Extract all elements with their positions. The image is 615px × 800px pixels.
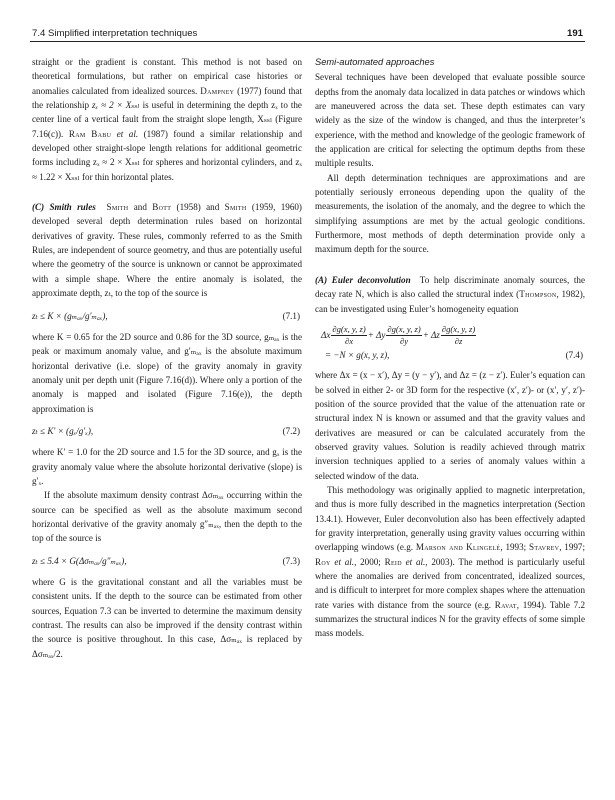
heading-semi-automated: Semi-automated approaches <box>315 57 435 67</box>
left-column <box>32 55 302 661</box>
citation-ram-babu: Ram Babu <box>68 128 112 139</box>
paragraph-after-7-3: where G is the gravitational constant and all the variables must be consistent units. If the depth to the source can be estimated from other sources, Equation 7.3 can be inverted to determine the maximum density contrast. The results can also be improved if the density contrast within the source is positive throughout. In this case, Δσₘₐₓ is replaced by Δσₘₐₓ/2. <box>32 577 302 659</box>
paragraph-smith-rules: (C) Smith rules Smith and Bott (1958) and Smith (1959, 1960) developed several depth determination rules based on horizontal derivatives of gravity. These rules, commonly referred to as the Smith Rules, are independent of source geometry, and thus are potentially useful where the geometry of the source is unknown or cannot be approximated with a simple shape. Where the entire anomaly is isolated, the approximate depth, zₜ, to the top of the source is <box>32 202 302 299</box>
paragraph-after-7-4: where Δx = (x − x′), Δy = (y − y′), and Δz = (z − z′). Euler’s equation can be solved in either 2- or 3D form for the respective (x′, z′)- or (x′, y′, z′)-position of the source provided that the value of the attenuation rate or structural index N is known or assumed and that the gravity values and derivatives are measured or can be calculated accurately from the observed gravity values. Solution is readily achieved through matrix inversion techniques applied to a series of anomaly values within a selected window of the data. <box>315 370 585 481</box>
paragraph-semi-automated-2: All depth determination techniques are approximations and are potentially seriously erroneous depending upon the quality of the measurements, the isolation of the anomaly, and the degree to which the simplifying assumptions are met by the actual geologic conditions. Furthermore, most methods of depth determination provide only a maximum depth for the source. <box>315 172 585 255</box>
running-header <box>30 28 585 42</box>
paragraph-density-contrast: If the absolute maximum density contrast Δσₘₐₓ occurring within the source can be specified as well as the absolute maximum second horizontal derivative of the gravity anomaly g″ₘₐₓ, then the depth to the top of the source is <box>32 490 302 544</box>
equation-7-4: Δx $\frac{\partial g(x, y, z)}{\partial x}$ + Δy $\frac{\partial g(x, y, z)}{\partial y}$ + Δz $\frac{\partial g(x, y, z)}{\partial z}$ = −N × g(x, y, z), (7.4) <box>321 323 583 360</box>
heading-euler-deconvolution: (A) Euler deconvolution <box>315 274 411 285</box>
right-column <box>315 55 585 641</box>
citation-dampney: Dampney <box>200 85 235 96</box>
paragraph-after-7-2: where K′ = 1.0 for the 2D source and 1.5 for the 3D source, and gₓ is the gravity anomaly value where the absolute horizontal derivative (slope) is g′ₓ. <box>32 447 302 486</box>
page-number: 191 <box>566 28 583 39</box>
paragraph-euler-intro: (A) Euler deconvolution To help discriminate anomaly sources, the decay rate N, which is also called the structural index (Thompson, 1982), can be investigated using Euler’s homogeneity equation <box>315 274 585 314</box>
equation-7-3: zₜ ≤ 5.4 × G(Δσₘₐₓ/g″ₘₐₓ), (7.3) <box>32 555 300 566</box>
paragraph-semi-automated-1: Several techniques have been developed that evaluate possible source depths from the anomaly data localized in data patches or windows which are maneuvered across the data set. These depth estimates can vary widely as the size of the window is changed, and thus the interpreter’s experience, with the method and knowledge of the geologic framework of the application are critical for selecting the optimum depths from these multiple results. <box>315 72 585 169</box>
equation-7-1: zₜ ≤ K × (gₘₐₓ/g′ₘₐₓ), (7.1) <box>32 310 300 321</box>
equation-7-2: zₜ ≤ K′ × (gₓ/g′ₓ), (7.2) <box>32 425 300 436</box>
paragraph-methodology: This methodology was originally applied to magnetic interpretation, and thus is more fully described in the magnetics interpretation (Section 13.4.1). However, Euler deconvolution also has been effectively adapted for gravity interpretation, generally using gravity values occurring within overlapping windows (e.g. Marson and Klingelé, 1993; Stavrev, 1997; Roy et al., 2000; Reid et al., 2003). The method is particularly useful where the anomalies are derived from concentrated, idealized sources, and is difficult to interpret for more complex shapes where the attenuation rate varies with distance from the source (e.g. Ravat, 1994). Table 7.2 summarizes the structural indices N for the gravity effects of some simple mass models. <box>315 484 586 639</box>
heading-smith-rules: (C) Smith rules <box>32 202 96 213</box>
section-title: 7.4 Simplified interpretation techniques <box>32 28 198 39</box>
paragraph-after-7-1: where K = 0.65 for the 2D source and 0.86 for the 3D source, gₘₐₓ is the peak or maximum anomaly value, and g′ₘₐₓ is the absolute maximum horizontal derivative (i.e. slope) of the gravity anomaly in gravity anomaly unit per depth unit (Figure 7.16(d)). Where only a portion of the anomaly is mapped and isolated (Figure 7.16(e)), the depth approximation is <box>32 331 302 414</box>
paragraph-straight-slope: straight or the gradient is constant. This method is not based on theoretical formulations, but rather on empirical case histories or anomalies calculated from idealized sources. Dampney (1977) found that the relationship zₓ ≈ 2 × Xₛₛₗ is useful in determining the depth zₓ to the center line of a vertical fault from the straight slope length, Xₛₛₗ (Figure 7.16(c)). Ram Babu et al. (1987) found a similar relationship and developed other straight-slope length relations for additional geometric forms including zₓ ≈ 2 × Xₛₛₗ for spheres and horizontal cylinders, and zₓ ≈ 1.22 × Xₛₛₗ for thin horizontal plates. <box>32 57 303 182</box>
